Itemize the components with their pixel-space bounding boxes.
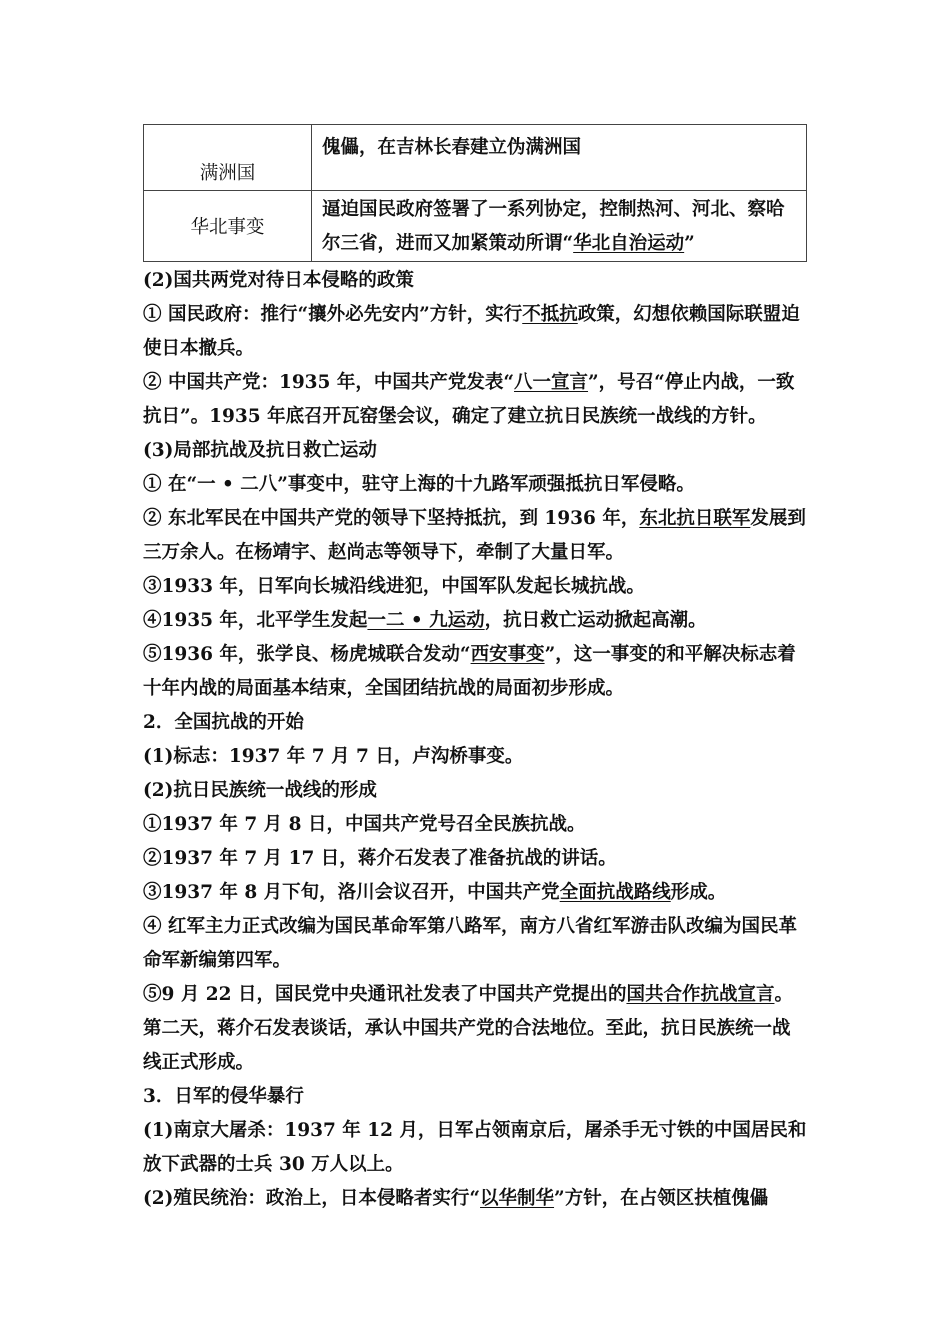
text: 发展到三万余人。在杨靖宇、赵尚志等领导下，牵制了大量日军。	[143, 508, 806, 563]
table-cell-term	[144, 191, 312, 262]
desc-text: 傀儡，在吉林长春建立伪满洲国	[322, 137, 582, 158]
subsection-title: (2)抗日民族统一战线的形成	[143, 780, 377, 801]
underlined-term: 以华制华	[480, 1188, 555, 1209]
text: ② 中国共产党：1935 年，中国共产党发表“	[143, 372, 515, 393]
section-title: 2．全国抗战的开始	[143, 712, 304, 733]
content-body	[143, 264, 807, 1216]
text: ”方针，在占领区扶植傀儡	[554, 1188, 769, 1209]
underlined-term: 全面抗战路线	[559, 882, 671, 903]
paragraph: (1)标志：1937 年 7 月 7 日，卢沟桥事变。	[143, 746, 524, 767]
text: (2)殖民统治：政治上，日本侵略者实行“	[143, 1188, 481, 1209]
text: ⑤9 月 22 日，国民党中央通讯社发表了中国共产党提出的	[143, 984, 627, 1005]
underlined-term: 不抵抗	[522, 304, 578, 325]
subsection-title: (2)国共两党对待日本侵略的政策	[143, 270, 414, 291]
text: 政策，幻想依赖国际联盟迫使日本撤兵。	[143, 304, 800, 359]
paragraph	[143, 876, 807, 910]
table-row	[144, 191, 807, 262]
underlined-term: 东北抗日联军	[639, 508, 751, 529]
underlined-term: 国共合作抗战宣言	[626, 984, 775, 1005]
table-cell-desc	[312, 125, 807, 191]
section-title: 3．日军的侵华暴行	[143, 1086, 304, 1107]
text: ① 国民政府：推行“攘外必先安内”方针，实行	[143, 304, 523, 325]
paragraph: ①1937 年 7 月 8 日，中国共产党号召全民族抗战。	[143, 814, 586, 835]
paragraph: ① 在“一 • 二八”事变中，驻守上海的十九路军顽强抵抗日军侵略。	[143, 474, 695, 495]
text: ，抗日救亡运动掀起高潮。	[484, 610, 707, 631]
underlined-term: 一二 • 九运动	[367, 610, 485, 631]
text: ④1935 年，北平学生发起	[143, 610, 368, 631]
events-table	[143, 124, 807, 262]
text: 。第二天，蒋介石发表谈话，承认中国共产党的合法地位。至此，抗日民族统一战线正式形成。	[143, 984, 793, 1073]
paragraph	[143, 604, 807, 638]
desc-text: ”	[684, 233, 695, 254]
paragraph	[143, 978, 807, 1080]
paragraph	[143, 298, 807, 366]
subsection-title: (3)局部抗战及抗日救亡运动	[143, 440, 377, 461]
underlined-term: 八一宣言	[514, 372, 589, 393]
text: 形成。	[670, 882, 727, 903]
text: ”，号召“停止内战，一致抗日”。1935 年底召开瓦窑堡会议，确定了建立抗日民族统一战线的方针。	[143, 372, 795, 427]
paragraph	[143, 502, 807, 570]
underlined-term: 华北自治运动	[573, 233, 685, 254]
paragraph	[143, 366, 807, 434]
paragraph: ④ 红军主力正式改编为国民革命军第八路军，南方八省红军游击队改编为国民革命军新编第四军。	[143, 916, 797, 971]
document-page	[143, 124, 807, 1216]
text: ”，这一事变的和平解决标志着十年内战的局面基本结束，全国团结抗战的局面初步形成。	[143, 644, 796, 699]
underlined-term: 西安事变	[470, 644, 545, 665]
text: ③1937 年 8 月下旬，洛川会议召开，中国共产党	[143, 882, 560, 903]
paragraph: ③1933 年，日军向长城沿线进犯，中国军队发起长城抗战。	[143, 576, 645, 597]
desc-text: 逼迫国民政府签署了一系列协定，控制热河、河北、察哈尔三省，进而又加紧策动所谓“	[322, 199, 785, 254]
table-cell-term	[144, 125, 312, 191]
table-cell-desc	[312, 191, 807, 262]
term-text: 华北事变	[190, 217, 265, 238]
text: ⑤1936 年，张学良、杨虎城联合发动“	[143, 644, 471, 665]
paragraph: (1)南京大屠杀：1937 年 12 月，日军占领南京后，屠杀手无寸铁的中国居民和放下武器的士兵 30 万人以上。	[143, 1120, 807, 1175]
paragraph	[143, 638, 807, 706]
term-text: 满洲国	[199, 163, 256, 184]
paragraph: ②1937 年 7 月 17 日，蒋介石发表了准备抗战的讲话。	[143, 848, 617, 869]
paragraph	[143, 1182, 807, 1216]
text: ② 东北军民在中国共产党的领导下坚持抵抗，到 1936 年，	[143, 508, 640, 529]
table-row	[144, 125, 807, 191]
